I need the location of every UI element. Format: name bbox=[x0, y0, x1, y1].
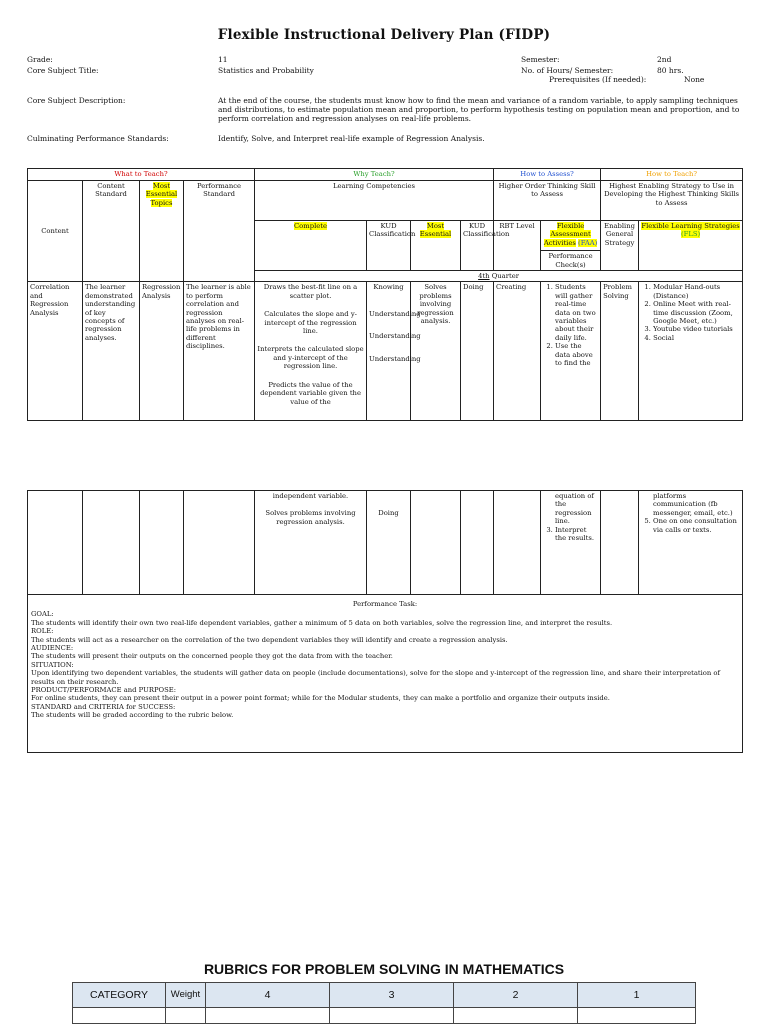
fls-item-3: 3. Youtube video tutorials bbox=[653, 325, 740, 333]
content-standard-cell-cont bbox=[83, 491, 140, 595]
content-cell-cont bbox=[28, 491, 83, 595]
fls-cell bbox=[639, 282, 743, 421]
rubric-header-category: CATEGORY bbox=[73, 983, 166, 1008]
rbt-cell-cont bbox=[494, 491, 541, 595]
kud-4: Understanding bbox=[369, 354, 421, 363]
competencies-cell bbox=[255, 282, 367, 421]
most-essential-label: Most Essential bbox=[419, 222, 452, 239]
egs-cell-cont bbox=[601, 491, 639, 595]
competency-5: Solves problems involving regression analysis. bbox=[265, 509, 356, 526]
kud-cell-cont bbox=[367, 491, 411, 595]
performance-task-cell bbox=[28, 595, 743, 753]
competency-4: Predicts the value of the dependent variable given the value of the bbox=[260, 380, 361, 406]
rubric-title: RUBRICS FOR PROBLEM SOLVING IN MATHEMATICS bbox=[203, 961, 565, 977]
task-line: AUDIENCE: bbox=[31, 644, 74, 653]
task-line: Upon identifying two dependent variables, the students will gather data on people (include documentations), solve for the slope and y-intercept of the regression line, and share their interpretation of results on their research. bbox=[31, 669, 721, 686]
document-title: Flexible Instructional Delivery Plan (FIDP) bbox=[217, 27, 551, 43]
hours-value: 80 hrs. bbox=[657, 66, 684, 75]
fidp-table bbox=[27, 168, 743, 421]
task-line: PRODUCT/PERFORMACE and PURPOSE: bbox=[31, 686, 177, 695]
fls-item-1: 1. Modular Hand-outs (Distance) bbox=[653, 283, 740, 300]
why-teach-header: Why Teach? bbox=[255, 169, 494, 181]
kud-3: Understanding bbox=[369, 332, 421, 341]
rubric-header-3: 3 bbox=[330, 983, 454, 1008]
how-to-teach-header: How to Teach? bbox=[601, 169, 743, 181]
competencies-cell-cont bbox=[255, 491, 367, 595]
subject-label: Core Subject Title: bbox=[27, 66, 99, 75]
cps-label: Culminating Performance Standards: bbox=[27, 134, 169, 143]
fls-item-2: 2. Online Meet with real-time discussion (Zoom, Google Meet, etc.) bbox=[653, 300, 740, 325]
rubric-header-weight: Weight bbox=[166, 983, 206, 1008]
description-label: Core Subject Description: bbox=[27, 96, 126, 105]
kud-most-essential-cell: Doing bbox=[461, 282, 494, 421]
egs-cell: Problem Solving bbox=[601, 282, 639, 421]
content-standard-header: Content Standard bbox=[83, 181, 140, 282]
rubric-cell bbox=[330, 1008, 454, 1024]
performance-standard-cell: The learner is able to perform correlation and regression analyses on real-life problems in different disciplines. bbox=[184, 282, 255, 421]
quarter-label: Quarter bbox=[491, 272, 519, 281]
task-line: The students will present their outputs on the concerned people they got the data from with the teacher. bbox=[31, 652, 393, 661]
kud-1: Knowing bbox=[373, 283, 404, 292]
complete-header bbox=[255, 221, 367, 271]
most-essential-topics-header bbox=[140, 181, 184, 282]
faa-abbr: (FAA) bbox=[578, 238, 598, 247]
performance-standard-header: Performance Standard bbox=[184, 181, 255, 282]
fidp-table-continued bbox=[27, 490, 743, 753]
subject-value: Statistics and Probability bbox=[218, 66, 314, 75]
kud-cell bbox=[367, 282, 421, 421]
quarter-row bbox=[255, 271, 743, 282]
fls-abbr: (FLS) bbox=[680, 230, 701, 239]
most-essential-header bbox=[411, 221, 461, 271]
rubric-table bbox=[72, 982, 696, 1024]
how-to-assess-header: How to Assess? bbox=[494, 169, 601, 181]
hots-header: Higher Order Thinking Skill to Assess bbox=[494, 181, 601, 221]
most-essential-cell: Solves problems involving regression analysis. bbox=[411, 282, 461, 421]
grade-label: Grade: bbox=[27, 55, 53, 64]
rubric-cell bbox=[454, 1008, 578, 1024]
faa-cell-cont bbox=[541, 491, 601, 595]
faa-item-1: 1. Students will gather real-time data on two variables about their daily life. bbox=[555, 283, 598, 342]
task-line: ROLE: bbox=[31, 627, 54, 636]
most-essential-cell-cont bbox=[411, 491, 461, 595]
kud-header-2: KUD Classification bbox=[461, 221, 494, 271]
semester-value: 2nd bbox=[657, 55, 672, 64]
fls-item-4-cont: platforms communication (fb messenger, email, etc.) bbox=[653, 492, 733, 517]
most-essential-topics-label: Most Essential Topics bbox=[145, 182, 178, 207]
performance-standard-cell-cont bbox=[184, 491, 255, 595]
content-cell: Correlation and Regression Analysis bbox=[28, 282, 83, 421]
task-line: The students will act as a researcher on the correlation of the two dependent variables they will identify and create a regression analysis. bbox=[31, 635, 508, 644]
rubric-cell bbox=[73, 1008, 166, 1024]
task-line: The students will be graded according to the rubric below. bbox=[31, 711, 234, 720]
content-header: Content bbox=[28, 181, 83, 282]
competency-1: Draws the best-fit line on a scatter plot. bbox=[263, 283, 358, 300]
task-line: STANDARD and CRITERIA for SUCCESS: bbox=[31, 702, 176, 711]
performance-task-heading: Performance Task: bbox=[352, 600, 418, 608]
fls-header bbox=[639, 221, 743, 271]
cps-value: Identify, Solve, and Interpret real-life example of Regression Analysis. bbox=[218, 134, 485, 143]
faa-item-3: 3. Interpret the results. bbox=[555, 526, 598, 543]
performance-check-header: Performance Check(s) bbox=[541, 250, 600, 269]
task-line: The students will identify their own two real-life dependent variables, gather a minimum of 5 data on both variables, solve the regression line, and interpret the results. bbox=[31, 618, 613, 627]
hest-header: Highest Enabling Strategy to Use in Developing the Highest Thinking Skills to Assess bbox=[601, 181, 743, 221]
faa-header bbox=[541, 221, 601, 271]
rubric-cell bbox=[578, 1008, 696, 1024]
task-line: SITUATION: bbox=[31, 660, 74, 669]
faa-label: Flexible Assessment Activities bbox=[543, 222, 591, 247]
rubric-cell bbox=[166, 1008, 206, 1024]
fls-label: Flexible Learning Strategies bbox=[641, 222, 740, 230]
semester-label: Semester: bbox=[521, 55, 560, 64]
fls-item-5: 5. One on one consultation via calls or texts. bbox=[653, 517, 740, 534]
rubric-header-2: 2 bbox=[454, 983, 578, 1008]
rubric-header-1: 1 bbox=[578, 983, 696, 1008]
fls-item-4: 4. Social bbox=[653, 334, 740, 342]
task-line: For online students, they can present their output in a power point format; while for the Modular students, they can make a portfolio and organize their outputs inside. bbox=[31, 694, 610, 703]
content-standard-cell: The learner demonstrated understanding of key concepts of regression analyses. bbox=[83, 282, 140, 421]
competency-2: Calculates the slope and y-intercept of the regression line. bbox=[264, 310, 357, 336]
topic-cell-cont bbox=[140, 491, 184, 595]
competency-4-cont: independent variable. bbox=[272, 492, 349, 500]
complete-label: Complete bbox=[293, 222, 328, 230]
kud-header-1: KUD Classification bbox=[367, 221, 411, 271]
topic-cell: Regression Analysis bbox=[140, 282, 184, 421]
hours-label: No. of Hours/ Semester: bbox=[521, 66, 614, 75]
rbt-level-header: RBT Level bbox=[494, 221, 541, 271]
faa-item-2: 2. Use the data above to find the bbox=[555, 342, 598, 367]
kud-most-essential-cell-cont bbox=[461, 491, 494, 595]
rbt-cell: Creating bbox=[494, 282, 541, 421]
quarter-number: 4th bbox=[478, 272, 490, 281]
faa-cell bbox=[541, 282, 601, 421]
fls-cell-cont bbox=[639, 491, 743, 595]
rubric-cell bbox=[206, 1008, 330, 1024]
rubric-header-4: 4 bbox=[206, 983, 330, 1008]
competency-3: Interprets the calculated slope and y-intercept of the regression line. bbox=[257, 345, 364, 371]
learning-competencies-header: Learning Competencies bbox=[255, 181, 494, 221]
description-text: At the end of the course, the students must know how to find the mean and variance of a random variable, to apply sampling techniques and distributions, to estimate population mean and proportion, to perform hypothesis testing on population mean and proportion, and to perform correlation and regression analyses on real-life problems. bbox=[218, 96, 740, 123]
kud-2: Understanding bbox=[369, 309, 421, 318]
grade-value: 11 bbox=[218, 55, 228, 64]
task-line: GOAL: bbox=[31, 610, 54, 619]
kud-5: Doing bbox=[378, 509, 399, 517]
what-to-teach-header: What to Teach? bbox=[28, 169, 255, 181]
prereq-label: Prerequisites (If needed): bbox=[549, 75, 647, 84]
faa-item-2-cont: equation of the regression line. bbox=[555, 492, 594, 526]
egs-header: Enabling General Strategy bbox=[601, 221, 639, 271]
prereq-value: None bbox=[684, 75, 705, 84]
